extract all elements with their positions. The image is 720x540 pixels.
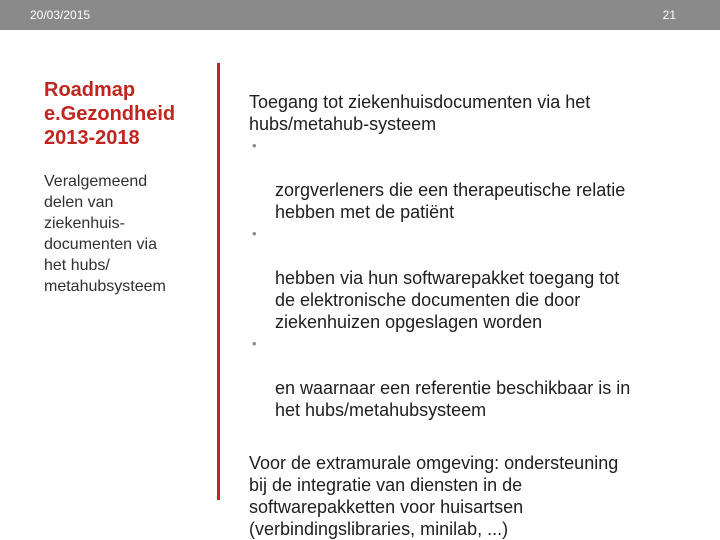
bullet-text: en waarnaar een referentie beschikbaar is in het hubs/metahubsysteem	[275, 378, 631, 420]
sidebar	[44, 78, 204, 297]
bullet-list	[249, 135, 689, 421]
bullet-icon: •	[252, 226, 257, 241]
main-content	[249, 91, 689, 540]
intro-paragraph: Toegang tot ziekenhuisdocumenten via het hubs/metahub-systeem	[249, 92, 591, 134]
list-item	[249, 333, 689, 421]
bullet-icon: •	[252, 336, 257, 351]
vertical-divider	[217, 63, 220, 500]
header-bar	[0, 0, 720, 30]
bullet-text: hebben via hun softwarepakket toegang tot de elektronische documenten die door ziekenhuizen opgeslagen worden	[275, 268, 620, 332]
page-number: 21	[662, 8, 676, 22]
slide-date: 20/03/2015	[30, 8, 91, 22]
list-item	[249, 135, 689, 223]
bullet-icon: •	[252, 138, 257, 153]
slide-subtitle: Veralgemeend delen van ziekenhuis- documenten via het hubs/ metahubsysteem	[44, 173, 166, 295]
slide-title: Roadmap e.Gezondheid 2013-2018	[44, 79, 176, 149]
bullet-text: zorgverleners die een therapeutische relatie hebben met de patiënt	[275, 180, 626, 222]
list-item	[249, 223, 689, 333]
closing-paragraph: Voor de extramurale omgeving: ondersteuning bij de integratie van diensten in de softwarepakketten voor huisartsen (verbindingslibraries, minilab, ...)	[249, 453, 619, 539]
